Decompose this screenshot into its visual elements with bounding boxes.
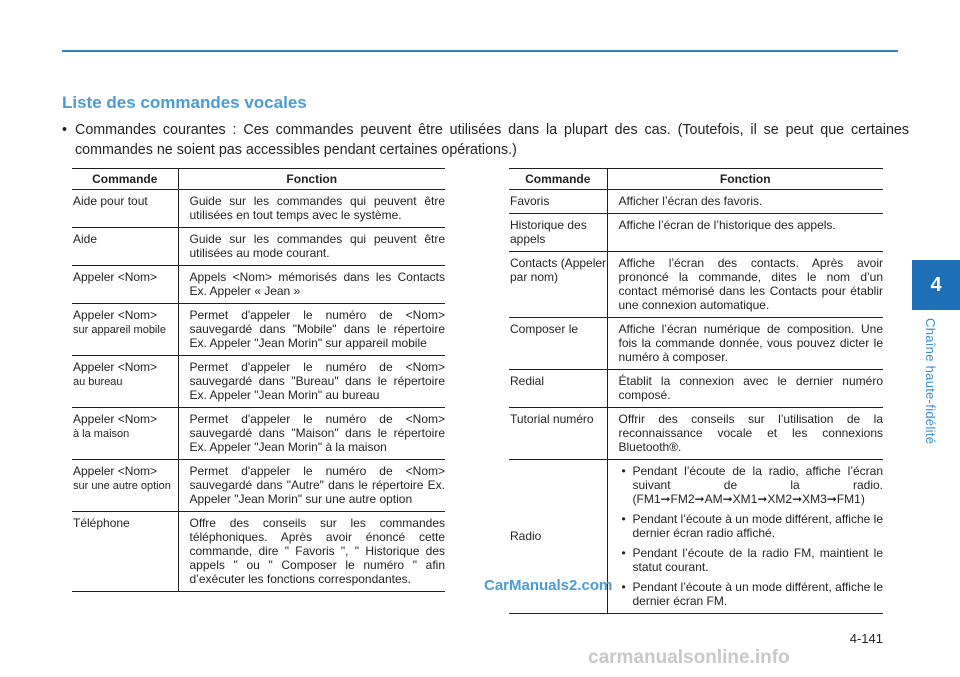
table-row	[72, 190, 445, 228]
function-cell: Afficher l’écran des favoris.	[607, 190, 883, 214]
command-cell: Contacts (Appeler par nom)	[509, 252, 607, 318]
list-item: • Pendant l’écoute de la radio FM, maintient le statut courant.	[619, 546, 884, 574]
command-text: Appeler <Nom>	[73, 412, 158, 426]
command-cell	[72, 266, 178, 304]
function-cell: Permet d'appeler le numéro de <Nom> sauvegardé dans "Mobile" dans le répertoire Ex. Appeler "Jean Morin" sur appareil mobile	[178, 304, 445, 356]
command-subtext: sur une autre option	[73, 480, 171, 492]
command-cell: Redial	[509, 370, 607, 408]
function-cell: Affiche l’écran de l’historique des appels.	[607, 214, 883, 252]
table-row	[72, 266, 445, 304]
command-cell	[72, 460, 178, 512]
intro-text: Commandes courantes : Ces commandes peuvent être utilisées dans la plupart des cas. (Toutefois, il se peut que certaines commandes ne soient pas accessibles pendant certaines opérations.)	[75, 122, 909, 158]
function-cell: Guide sur les commandes qui peuvent être utilisées au mode courant.	[178, 228, 445, 266]
watermark: CarManuals2.com	[484, 577, 613, 594]
table-row	[72, 356, 445, 408]
command-subtext: sur appareil mobile	[73, 324, 166, 336]
command-cell: Tutorial numéro	[509, 408, 607, 460]
function-cell: Permet d'appeler le numéro de <Nom> sauvegardé dans "Autre" dans le répertoire Ex. Appeler "Jean Morin" sur une autre option	[178, 460, 445, 512]
table-header-row	[509, 169, 883, 190]
table-row	[509, 408, 883, 460]
table-header-row	[72, 169, 445, 190]
footer-watermark: carmanualsonline.info	[588, 647, 790, 668]
command-text: Appeler <Nom>	[73, 360, 158, 374]
list-item: • Pendant l’écoute à un mode différent, affiche le dernier écran radio affiché.	[619, 512, 884, 540]
command-cell: Historique des appels	[509, 214, 607, 252]
bullet-dot: •	[62, 122, 68, 138]
table-row	[509, 318, 883, 370]
command-cell: Radio	[509, 460, 607, 614]
command-cell	[72, 228, 178, 266]
command-text: Aide pour tout	[73, 194, 148, 208]
command-cell	[72, 512, 178, 592]
command-text: Aide	[73, 232, 98, 246]
column-header-function: Fonction	[607, 169, 883, 190]
table-row	[72, 304, 445, 356]
table-row	[509, 190, 883, 214]
column-header-command: Commande	[72, 169, 178, 190]
command-text: Appeler <Nom>	[73, 270, 158, 284]
function-cell	[607, 460, 883, 614]
chapter-tab: 4	[912, 260, 960, 310]
right-command-table	[509, 168, 883, 614]
command-text: Téléphone	[73, 516, 130, 530]
function-cell: Établit la connexion avec le dernier numéro composé.	[607, 370, 883, 408]
table-row	[509, 214, 883, 252]
radio-function-list	[619, 464, 884, 608]
command-cell	[72, 304, 178, 356]
function-cell: Affiche l’écran numérique de composition. Une fois la commande donnée, vous pouvez dicter le numéro à composer.	[607, 318, 883, 370]
command-cell	[72, 190, 178, 228]
page-number: 4-141	[849, 631, 883, 646]
table-row	[72, 228, 445, 266]
table-row	[509, 252, 883, 318]
command-cell	[72, 356, 178, 408]
function-cell: Appels <Nom> mémorisés dans les Contacts Ex. Appeler « Jean »	[178, 266, 445, 304]
chapter-side-title: Chaîne haute-fidélité	[923, 318, 938, 445]
table-row	[72, 460, 445, 512]
section-title: Liste des commandes vocales	[62, 93, 307, 112]
command-text: Appeler <Nom>	[73, 464, 158, 478]
function-cell: Guide sur les commandes qui peuvent être utilisées en tout temps avec le système.	[178, 190, 445, 228]
table-row	[509, 370, 883, 408]
column-header-command: Commande	[509, 169, 607, 190]
function-cell: Permet d'appeler le numéro de <Nom> sauvegardé dans "Maison" dans le répertoire Ex. Appeler "Jean Morin" à la maison	[178, 408, 445, 460]
command-text: Appeler <Nom>	[73, 308, 158, 322]
list-item: • Pendant l’écoute de la radio, affiche l’écran suivant de la radio. (FM1➞FM2➞AM➞XM1➞XM2➞XM3➞FM1)	[619, 464, 884, 506]
command-cell	[72, 408, 178, 460]
top-rule	[62, 50, 898, 52]
table-row	[72, 512, 445, 592]
column-header-function: Fonction	[178, 169, 445, 190]
command-cell: Composer le	[509, 318, 607, 370]
command-cell: Favoris	[509, 190, 607, 214]
intro-paragraph	[62, 120, 909, 160]
function-cell: Offrir des conseils sur l’utilisation de la reconnaissance vocale et les connexions Bluetooth®.	[607, 408, 883, 460]
command-subtext: au bureau	[73, 376, 123, 388]
left-command-table	[72, 168, 445, 592]
table-row	[72, 408, 445, 460]
function-cell: Affiche l’écran des contacts. Après avoir prononcé la commande, dites le nom d’un contact mémorisé dans les Contacts pour établir une connexion automatique.	[607, 252, 883, 318]
command-subtext: à la maison	[73, 428, 130, 440]
function-cell: Offre des conseils sur les commandes téléphoniques. Après avoir énoncé cette commande, dire " Favoris ", " Historique des appels " ou " Composer le numéro " afin d’exécuter les fonctions correspondantes.	[178, 512, 445, 592]
list-item: • Pendant l’écoute à un mode différent, affiche le dernier écran FM.	[619, 580, 884, 608]
function-cell: Permet d'appeler le numéro de <Nom> sauvegardé dans "Bureau" dans le répertoire Ex. Appeler "Jean Morin" au bureau	[178, 356, 445, 408]
